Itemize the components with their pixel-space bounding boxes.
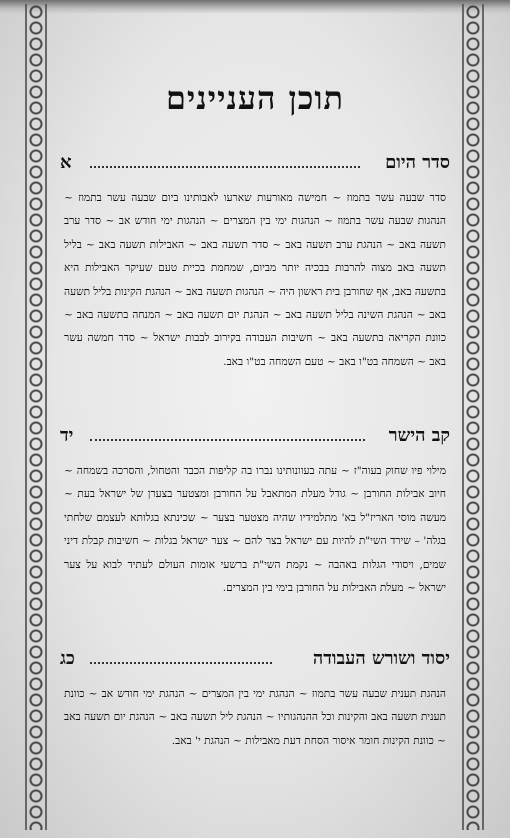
dot-leader <box>90 166 360 168</box>
decorative-border-right <box>462 4 484 830</box>
page-edge-shadow <box>0 0 510 14</box>
toc-heading-yesod-veshoresh[interactable] <box>60 648 450 674</box>
toc-entry-text: הנהגת תענית שבעה עשר בתמוז ~ הנהגת ימי בין המצרים ~ הנהגת ימי חודש אב ~ כוונת תענית תשעה באב והקינות וכל ההנהגותיו ~ הנהגת ליל תשעה באב ~ הנהגת יום תשעה באב ~ כוונת הקינות חומר איסור הסחת דעת מאבילות ~ הנהגת י' באב. <box>64 688 446 747</box>
toc-heading-title: יסוד ושורש העבודה <box>312 648 450 669</box>
toc-heading-title: סדר היום <box>385 152 450 173</box>
toc-heading-title: קב הישר <box>388 425 450 446</box>
toc-entry-text: סדר שבעה עשר בתמוז ~ חמישה מאורעות שארעו לאבותינו ביום שבעה עשר בתמוז ~ הנהגות שבעה עשר בתמוז ~ הנהגות ימי בין המצרים ~ הנהגות ימי חודש אב ~ סדר ערב תשעה באב ~ הנהגת ערב תשעה באב ~ סדר תשעה באב ~ האבילות תשעה באב ~ בליל תשעה באב מצוה להרבות בבכיה יותר מביום, שמחמת בכיית טעם שעיקר האבילות היא בתשעה באב, אף שחורבן בית ראשון היה ~ הנהגות תשעה באב ~ הנהגת הקינות בליל תשעה באב ~ הנהגת השינה בליל תשעה באב ~ הנהגת יום תשעה באב ~ המנחה בתשעה באב ~ כוונת הקריאה בתשעה באב ~ חשיבות העבודה בקירוב לבבות ישראל ~ סדר חמשה עשר באב ~ השמחה בט"ו באב ~ טעם השמחה בט"ו באב. <box>64 192 446 368</box>
toc-heading-kav-hayashar[interactable] <box>60 425 450 451</box>
toc-heading-seder-hayom[interactable] <box>60 152 450 178</box>
toc-heading-page: כג <box>60 648 75 669</box>
dot-leader <box>90 662 272 664</box>
toc-heading-page: יד <box>60 425 74 446</box>
toc-heading-page: א <box>60 152 72 173</box>
decorative-border-left <box>25 4 47 830</box>
dot-leader <box>90 439 365 441</box>
toc-entry-text: מילוי פיו שחוק בעוה"ז ~ עתה בעוונותינו נברו בה קליפות הכבד והטחול, והסרכה בשמחה ~ חיוב אבילות החורבן ~ גודל מעלת המתאבל על החורבן ומצטער בצערן של ישראל בעת ~ מעשה מוסי האריז"ל בא' מתלמידיו שהיה מצטער בצער ~ שכינתא בגלותא לעצמם שלחתי בגלה' – שירד השי"ת להיות עם ישראל בצר להם ~ צער ישראל בגלות ~ חשיבות קבלת דיני שמים, ויסודי הגלות באהבה ~ נקמת השי"ת ברשעי אומות העולם לעתיד לבוא על צער ישראל ~ מעלת האבילות על החורבן בימי בין המצרים. <box>64 465 446 595</box>
page-title: תוכן העניינים <box>165 79 345 117</box>
